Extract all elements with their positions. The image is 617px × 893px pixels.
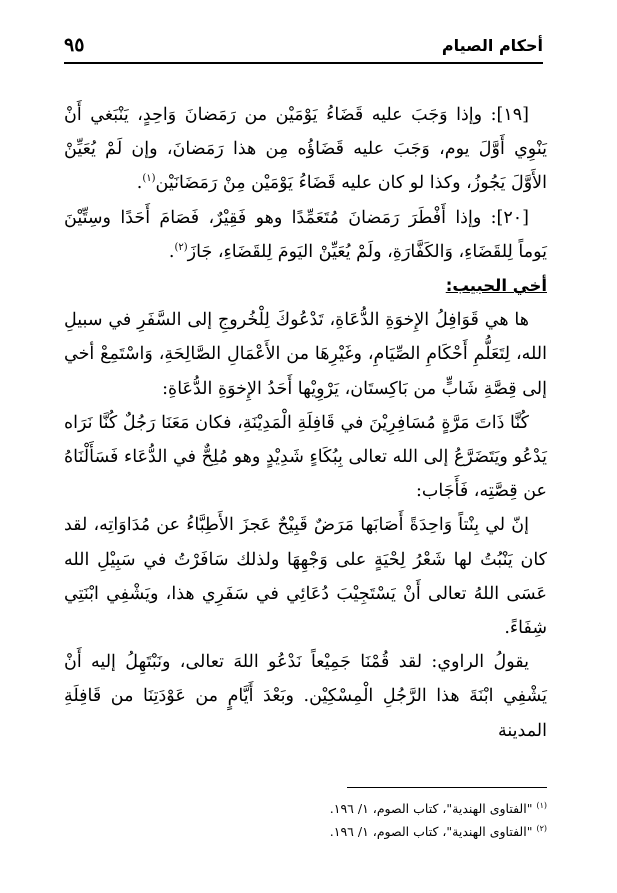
footnote-2 [64,820,547,843]
paragraph-text: [١٩]: وإذا وَجَبَ عليه قَضَاءُ يَوْمَيْن من رَمَضانَ وَاحِدٍ، يَنْبَغي أَنْ يَنْوِي أَوَّلَ يوم، وَجَبَ عليه قَضَاؤُه مِن هذا رَمَضانَ، وإن لَمْ يُعَيِّنْ الأَوَّلَ يَجُوزُ، وكذا لو كان عليه قَضَاءُ يَوْمَيْن مِنْ رَمَضَانَيْن [64,105,547,194]
paragraph-intro: ها هي قَوَافِلُ الإِخوَةِ الدُّعَاةِ، تَدْعُوكَ لِلْخُروجِ إلى السَّفَرِ في سبيلِ الله، لِتَعَلُّمِ أَحْكَامِ الصِّيَامِ، وغَيْرِهَا من الأَعْمَالِ الصَّالِحَةِ، وَاسْتَمِعْ أخي إلى قِصَّةِ شَابٍّ من بَاكِستَان، يَرْوِيْها أَحَدُ الإِخوَةِ الدُّعَاةِ: [64,310,547,399]
footnote-ref-2: (٢) [174,241,188,253]
page-header [64,34,543,64]
footnote-text: "الفتاوى الهندية"، كتاب الصوم، ١/ ١٩٦. [329,801,533,816]
main-text [64,98,547,748]
paragraph-story-2: إنّ لي بِنْتاً وَاحِدَةً أَصَابَها مَرَضٌ قَبِيْحٌ عَجزَ الأَطِبَّاءُ عن مُدَاوَاتِه، لقد كان يَنْبُتُ لها شَعْرُ لِحْيَةٍ على وَجْهِهَا ولذلك سَافَرْتُ في سَبِيْلِ الله عَسَى اللهُ تعالى أَنْ يَسْتَجِيْبَ دُعَائِي في سَفَرِي هذا، ويَشْفِي ابْنَتِي شِفَاءً. [64,515,547,639]
paragraph-19 [64,98,547,201]
page-number: ٩٥ [64,34,85,56]
paragraph-end: . [136,173,143,194]
footnotes [64,797,547,843]
paragraph-end: . [168,241,175,262]
section-heading: أخي الحبيب: [445,276,547,296]
footnote-text: "الفتاوى الهندية"، كتاب الصوم، ١/ ١٩٦. [329,824,533,839]
footnote-ref-1: (١) [142,173,156,185]
footnote-marker: (١) [536,800,547,810]
footnote-1 [64,797,547,820]
footnote-divider [347,787,547,788]
running-title: أحكام الصيام [441,36,543,55]
paragraph-story-3: يقولُ الراوي: لقد قُمْنَا جَمِيْعاً نَدْعُو اللهَ تعالى، ونَبْتَهِلُ إليه أَنْ يَشْفِي ابْنَةَ هذا الرَّجُلِ الْمِسْكِيْن. وبَعْدَ أَيَّامٍ من عَوْدَتِنَا من قَافِلَةِ المدينة [64,652,547,741]
paragraph-20 [64,201,547,269]
footnote-marker: (٢) [536,823,547,833]
paragraph-text: [٢٠]: وإذا أَفْطَرَ رَمَضانَ مُتَعَمِّدًا وهو فَقِيْرٌ، فَصَامَ أَحَدًا وسِتِّيْنَ يَوماً لِلقَضَاءِ، وَالكَفَّارَةِ، ولَمْ يُعَيِّنْ اليَومَ لِلقَضَاءِ، جَازَ [64,207,547,262]
paragraph-story-1: كُنَّا ذَاتَ مَرَّةٍ مُسَافِرِيْنَ في قَافِلَةِ الْمَدِيْنَةِ، فكان مَعَنَا رَجُلٌ كُنَّا نَرَاه يَدْعُو ويَتَضَرَّعُ إلى الله تعالى بِبُكَاءٍ شَدِيْدٍ وهو مُلِحٌّ في الدُّعَاء فَسَأَلْنَاهُ عن قِصَّتِه، فَأَجَاب: [64,412,547,502]
